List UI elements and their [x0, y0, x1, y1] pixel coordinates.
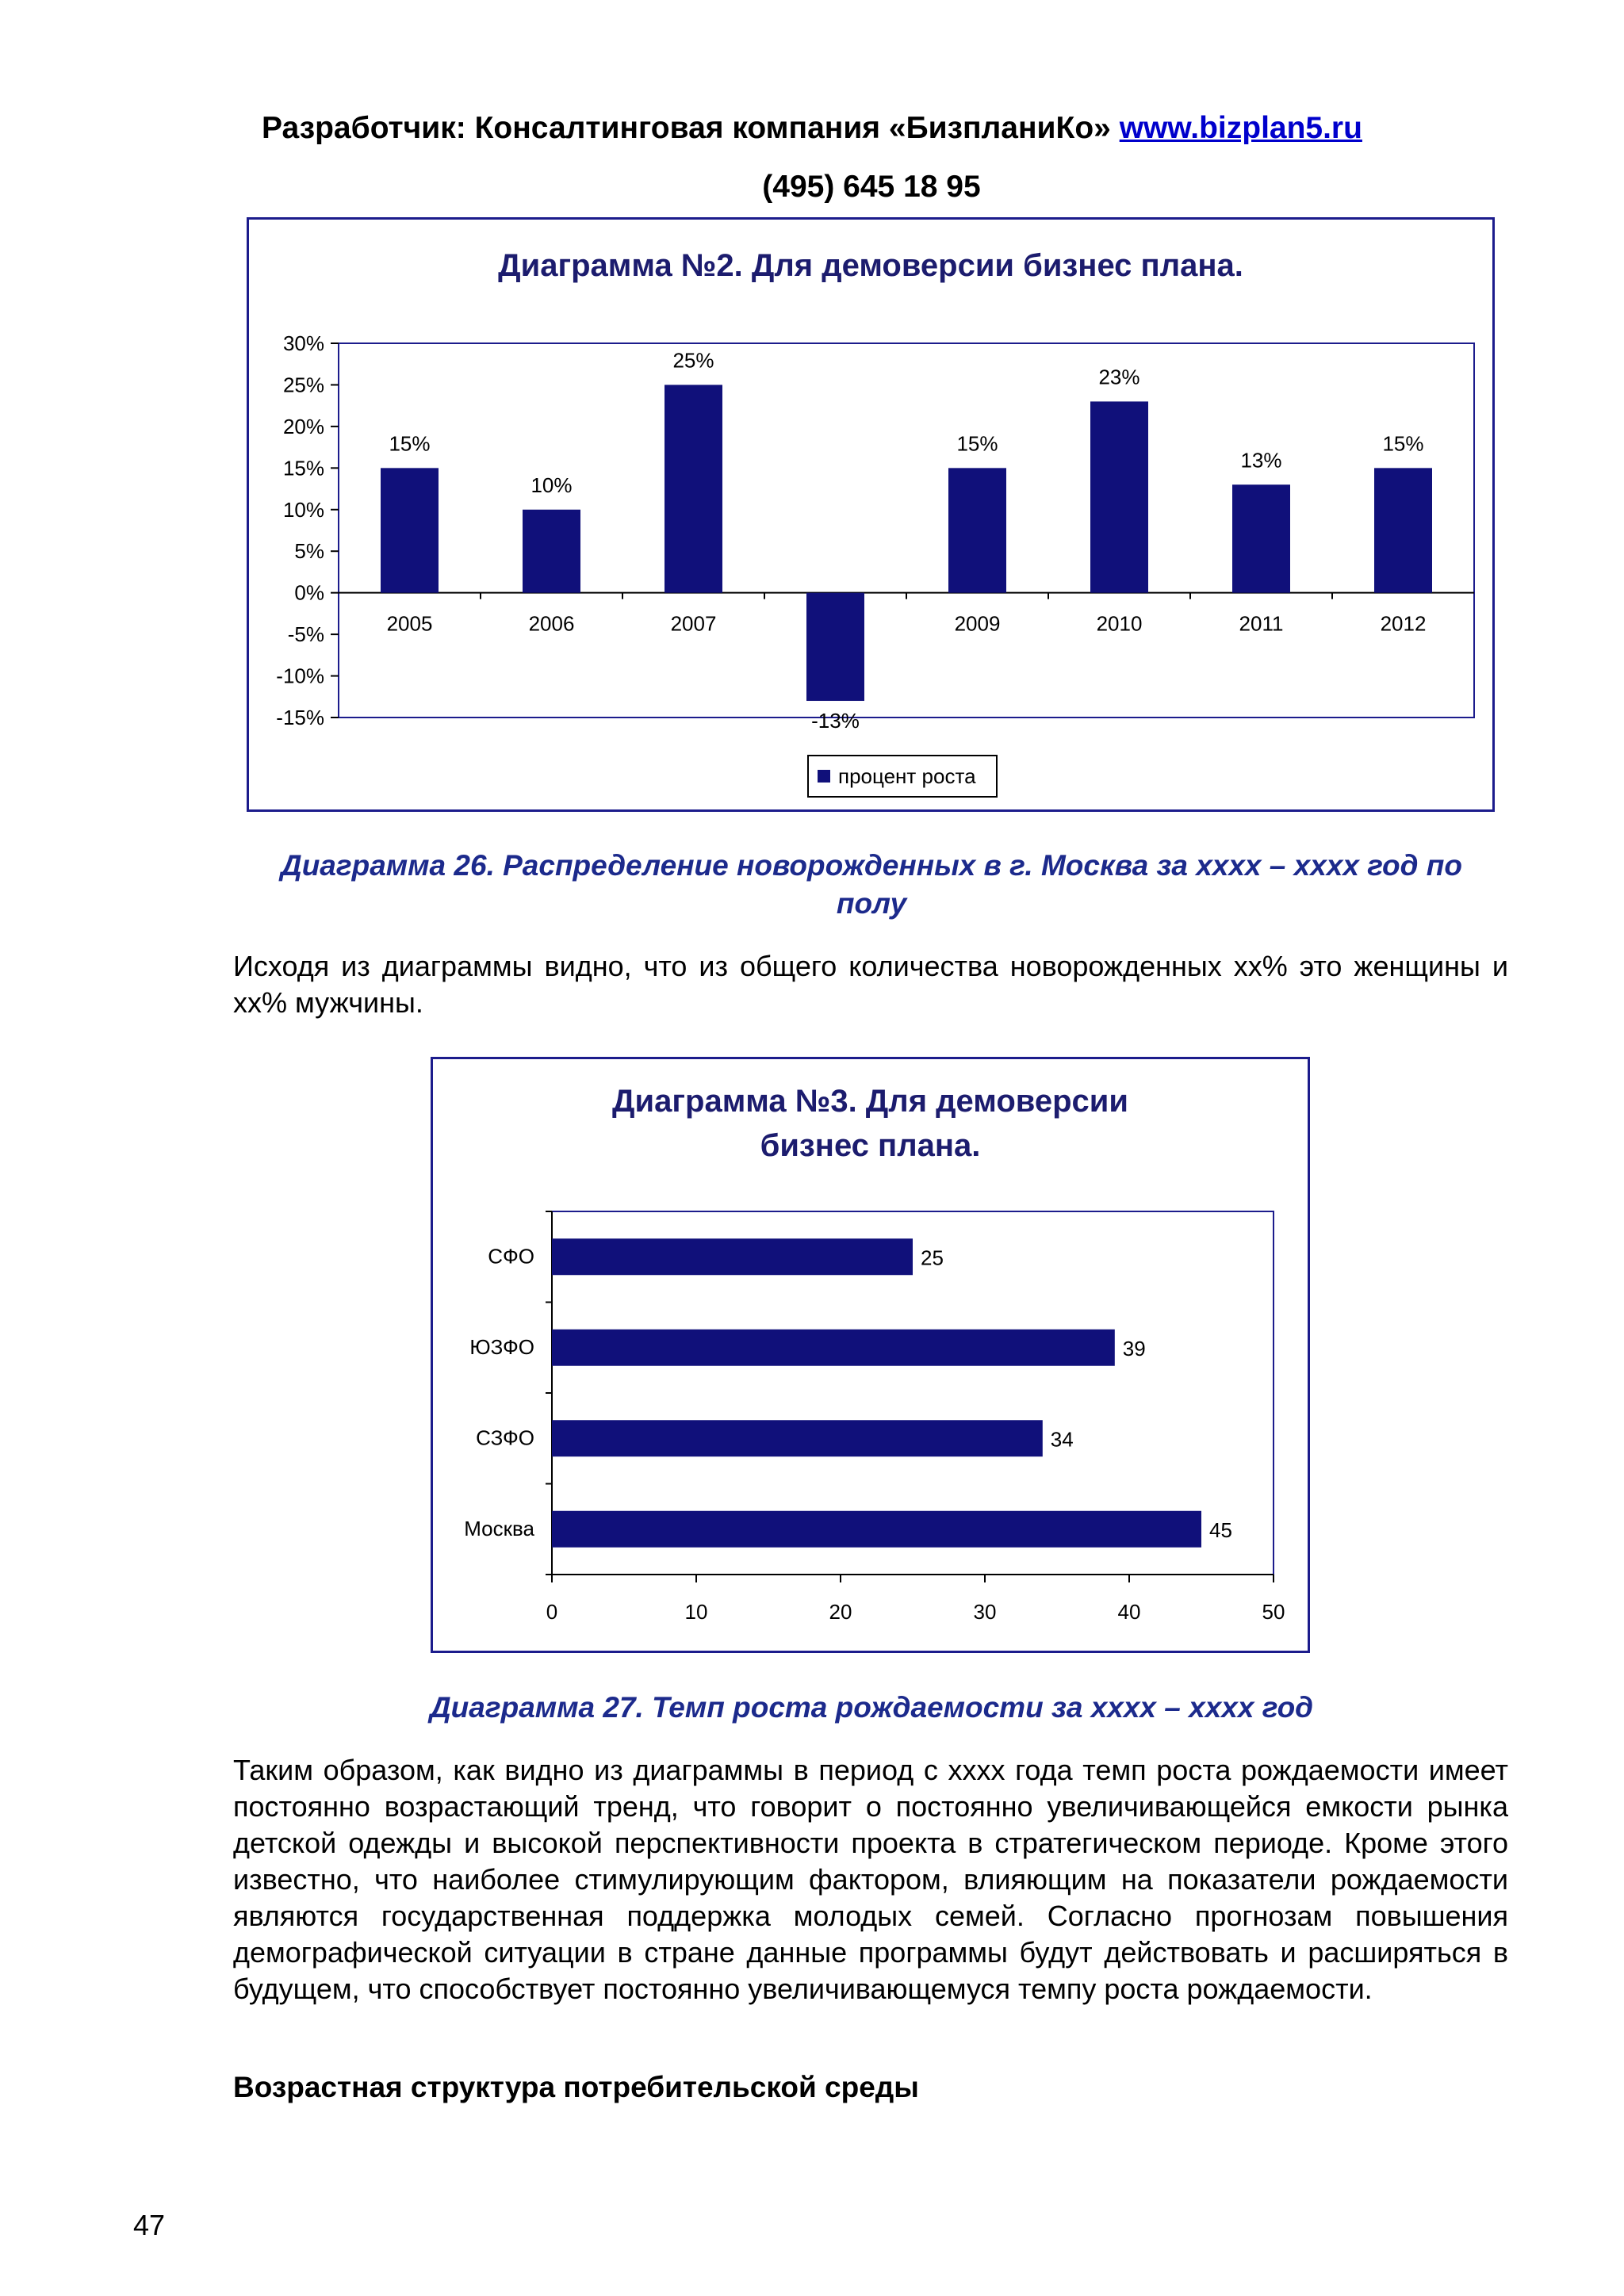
y-tick-label: -15% — [276, 706, 324, 729]
bar — [552, 1330, 1115, 1366]
y-tick-label: 30% — [282, 331, 324, 355]
data-label: 34 — [1050, 1427, 1074, 1452]
data-label: 25% — [672, 348, 714, 373]
bar — [1374, 468, 1432, 592]
y-tick-label: ЮЗФО — [469, 1334, 534, 1359]
x-tick-label: 2005 — [386, 611, 433, 636]
section-heading: Возрастная структура потребительской среды — [233, 2071, 919, 2103]
bar — [552, 1420, 1043, 1456]
legend-label: процент роста — [838, 764, 976, 788]
x-tick-label: 10 — [684, 1600, 708, 1624]
caption-diagram-26: Диаграмма 26. Распределение новорожденных в г. Москва за хххх – хххх год по полу — [280, 849, 1463, 920]
x-tick-label: 20 — [829, 1600, 852, 1624]
chart-3-title: Диаграмма №3. Для демоверсии бизнес плана. — [612, 1084, 1128, 1163]
y-tick-label: 10% — [282, 497, 324, 522]
y-tick-label: 5% — [294, 539, 324, 564]
x-tick-label: 2012 — [1380, 611, 1427, 636]
chart-2-frame — [247, 217, 1495, 812]
y-tick-label: СЗФО — [476, 1425, 534, 1450]
x-tick-label: 0 — [546, 1600, 558, 1624]
paragraph-newborns: Исходя из диаграммы видно, что из общего количества новорожденных хх% это женщины и хх% мужчины. — [233, 950, 1508, 1019]
data-label: -13% — [811, 709, 860, 733]
y-tick-label: 0% — [294, 580, 324, 605]
data-label: 15% — [956, 431, 998, 456]
bar — [1090, 401, 1148, 592]
page-number: 47 — [133, 2209, 166, 2241]
legend-swatch — [818, 770, 830, 783]
x-tick-label: 30 — [973, 1600, 997, 1624]
y-tick-label: 25% — [282, 373, 324, 397]
x-tick-label: 2009 — [954, 611, 1001, 636]
x-tick-label: 2010 — [1096, 611, 1143, 636]
chart-2-plot-area — [339, 343, 1474, 718]
chart-2-title: Диаграмма №2. Для демоверсии бизнес плана. — [498, 248, 1243, 283]
bar — [552, 1238, 913, 1275]
y-tick-label: СФО — [488, 1244, 534, 1269]
bar — [381, 468, 439, 592]
y-tick-label: -10% — [276, 664, 324, 688]
x-tick-label: 2011 — [1239, 611, 1284, 636]
y-tick-label: 20% — [282, 414, 324, 438]
chart-3-frame — [431, 1057, 1310, 1653]
bar — [806, 593, 864, 701]
bar — [1232, 484, 1290, 592]
data-label: 39 — [1122, 1336, 1146, 1360]
data-label: 23% — [1098, 365, 1140, 389]
data-label: 10% — [530, 473, 573, 497]
x-tick-label: 40 — [1117, 1600, 1141, 1624]
y-tick-label: -5% — [287, 622, 324, 647]
chart-2-plot — [249, 220, 1492, 809]
data-label: 25 — [921, 1246, 944, 1270]
bar — [665, 385, 722, 592]
y-tick-label: 15% — [282, 456, 324, 480]
x-tick-label: 2006 — [528, 611, 575, 636]
paragraph-birth-rate: Таким образом, как видно из диаграммы в период с хххх года темп роста рождаемости имеет постоянно возрастающий тренд, что говорит о постоянно увеличивающейся емкости рынка детской одежды и высокой перспективности проекта в стратегическом периоде. Кроме этого известно, что наиболее стимулирующим фактором, влияющим на показатели рождаемости являются государственная поддержка молодых семей. Согласно прогнозам повышения демографической ситуации в стране данные программы будут действовать и расширяться в будущем, что способствует постоянно увеличивающемуся темпу роста рождаемости. — [233, 1754, 1508, 2005]
caption-diagram-27: Диаграмма 27. Темп роста рождаемости за хххх – хххх год — [429, 1691, 1314, 1724]
data-label: 13% — [1240, 448, 1282, 473]
chart-3-plot — [433, 1059, 1308, 1651]
header-phone: (495) 645 18 95 — [762, 170, 981, 204]
bar — [523, 510, 580, 593]
developer-text: Разработчик: Консалтинговая компания «БизпланиКо» — [262, 111, 1111, 145]
chart-2-legend — [808, 756, 997, 797]
header-developer-line — [0, 111, 1624, 146]
data-label: 15% — [1382, 431, 1424, 456]
data-label: 15% — [389, 431, 431, 456]
y-tick-label: Москва — [464, 1516, 534, 1540]
bar — [948, 468, 1006, 592]
bar — [552, 1511, 1201, 1548]
data-label: 45 — [1209, 1517, 1232, 1542]
x-tick-label: 50 — [1262, 1600, 1285, 1624]
x-tick-label: 2007 — [670, 611, 717, 636]
website-link[interactable]: www.bizplan5.ru — [1119, 111, 1362, 145]
